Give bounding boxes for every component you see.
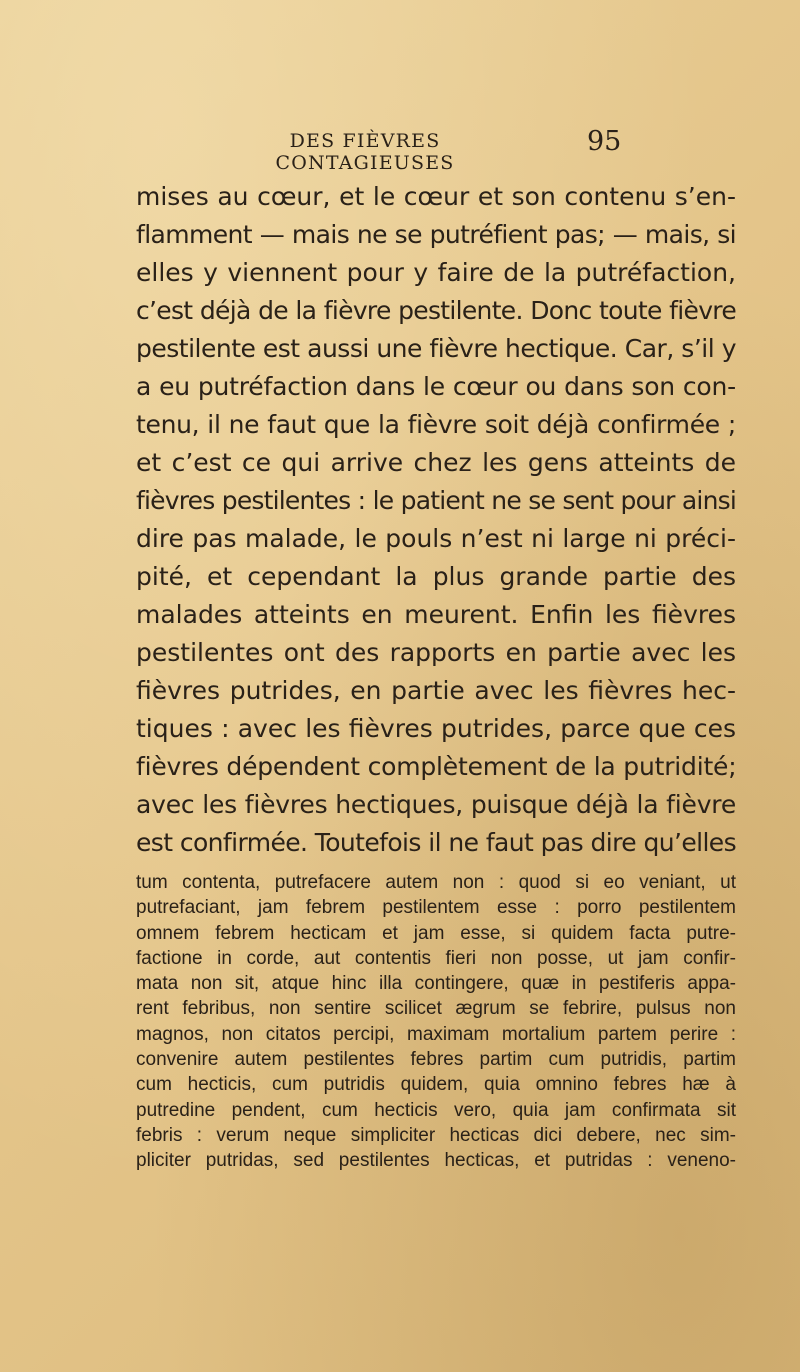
text-line: malades atteints en meurent. Enfin les fièvres bbox=[136, 600, 736, 629]
text-line: omnem febrem hecticam et jam esse, si quidem facta putre- bbox=[136, 922, 736, 944]
text-line: flamment — mais ne se putréfient pas; — mais, si bbox=[136, 220, 736, 249]
page-header bbox=[0, 126, 800, 174]
text-line: dire pas malade, le pouls n’est ni large ni préci- bbox=[136, 524, 736, 553]
text-line: magnos, non citatos percipi, maximam mortalium partem perire : bbox=[136, 1023, 736, 1045]
text-line: c’est déjà de la fièvre pestilente. Donc toute fièvre bbox=[136, 296, 736, 325]
text-line: factione in corde, aut contentis fieri non posse, ut jam confir- bbox=[136, 947, 736, 969]
text-line: tenu, il ne faut que la fièvre soit déjà confirmée ; bbox=[136, 410, 736, 439]
text-line: pité, et cependant la plus grande partie des bbox=[136, 562, 736, 591]
text-line: tum contenta, putrefacere autem non : quod si eo veniant, ut bbox=[136, 872, 736, 893]
text-line: fièvres dépendent complètement de la putridité; bbox=[136, 752, 737, 781]
text-line: fièvres pestilentes : le patient ne se sent pour ainsi bbox=[136, 486, 736, 515]
text-line: avec les fièvres hectiques, puisque déjà la fièvre bbox=[136, 790, 736, 819]
french-translation-text bbox=[136, 178, 736, 862]
text-line: mises au cœur, et le cœur et son contenu s’en- bbox=[136, 182, 736, 211]
text-line: pestilentes ont des rapports en partie avec les bbox=[136, 638, 736, 667]
text-line: putrefaciant, jam febrem pestilentem esse : porro pestilentem bbox=[136, 897, 736, 919]
page-number: 95 bbox=[587, 126, 622, 157]
text-line: a eu putréfaction dans le cœur ou dans son con- bbox=[136, 372, 736, 401]
text-line: et c’est ce qui arrive chez les gens atteints de bbox=[136, 448, 736, 477]
text-line: febris : verum neque simpliciter hecticas dici debere, nec sim- bbox=[136, 1124, 736, 1146]
text-line: mata non sit, atque hinc illa contingere, quæ in pestiferis appa- bbox=[136, 973, 736, 995]
text-line: elles y viennent pour y faire de la putréfaction, bbox=[136, 258, 736, 287]
text-line: convenire autem pestilentes febres partim cum putridis, partim bbox=[136, 1049, 736, 1071]
text-line: pliciter putridas, sed pestilentes hecticas, et putridas : veneno- bbox=[136, 1150, 736, 1172]
text-line: pestilente est aussi une fièvre hectique. Car, s’il y bbox=[136, 334, 736, 363]
latin-original-text bbox=[136, 870, 736, 1174]
text-line: est confirmée. Toutefois il ne faut pas dire qu’elles bbox=[136, 828, 736, 857]
text-line: rent febribus, non sentire scilicet ægrum se febrire, pulsus non bbox=[136, 998, 736, 1020]
text-line: fièvres putrides, en partie avec les fièvres hec- bbox=[136, 676, 736, 705]
text-line: tiques : avec les fièvres putrides, parce que ces bbox=[136, 714, 736, 743]
text-line: cum hecticis, cum putridis quidem, quia omnino febres hæ à bbox=[136, 1074, 736, 1096]
running-title: DES FIÈVRES CONTAGIEUSES bbox=[275, 130, 455, 174]
text-line: putredine pendent, cum hecticis vero, quia jam confirmata sit bbox=[136, 1099, 736, 1121]
